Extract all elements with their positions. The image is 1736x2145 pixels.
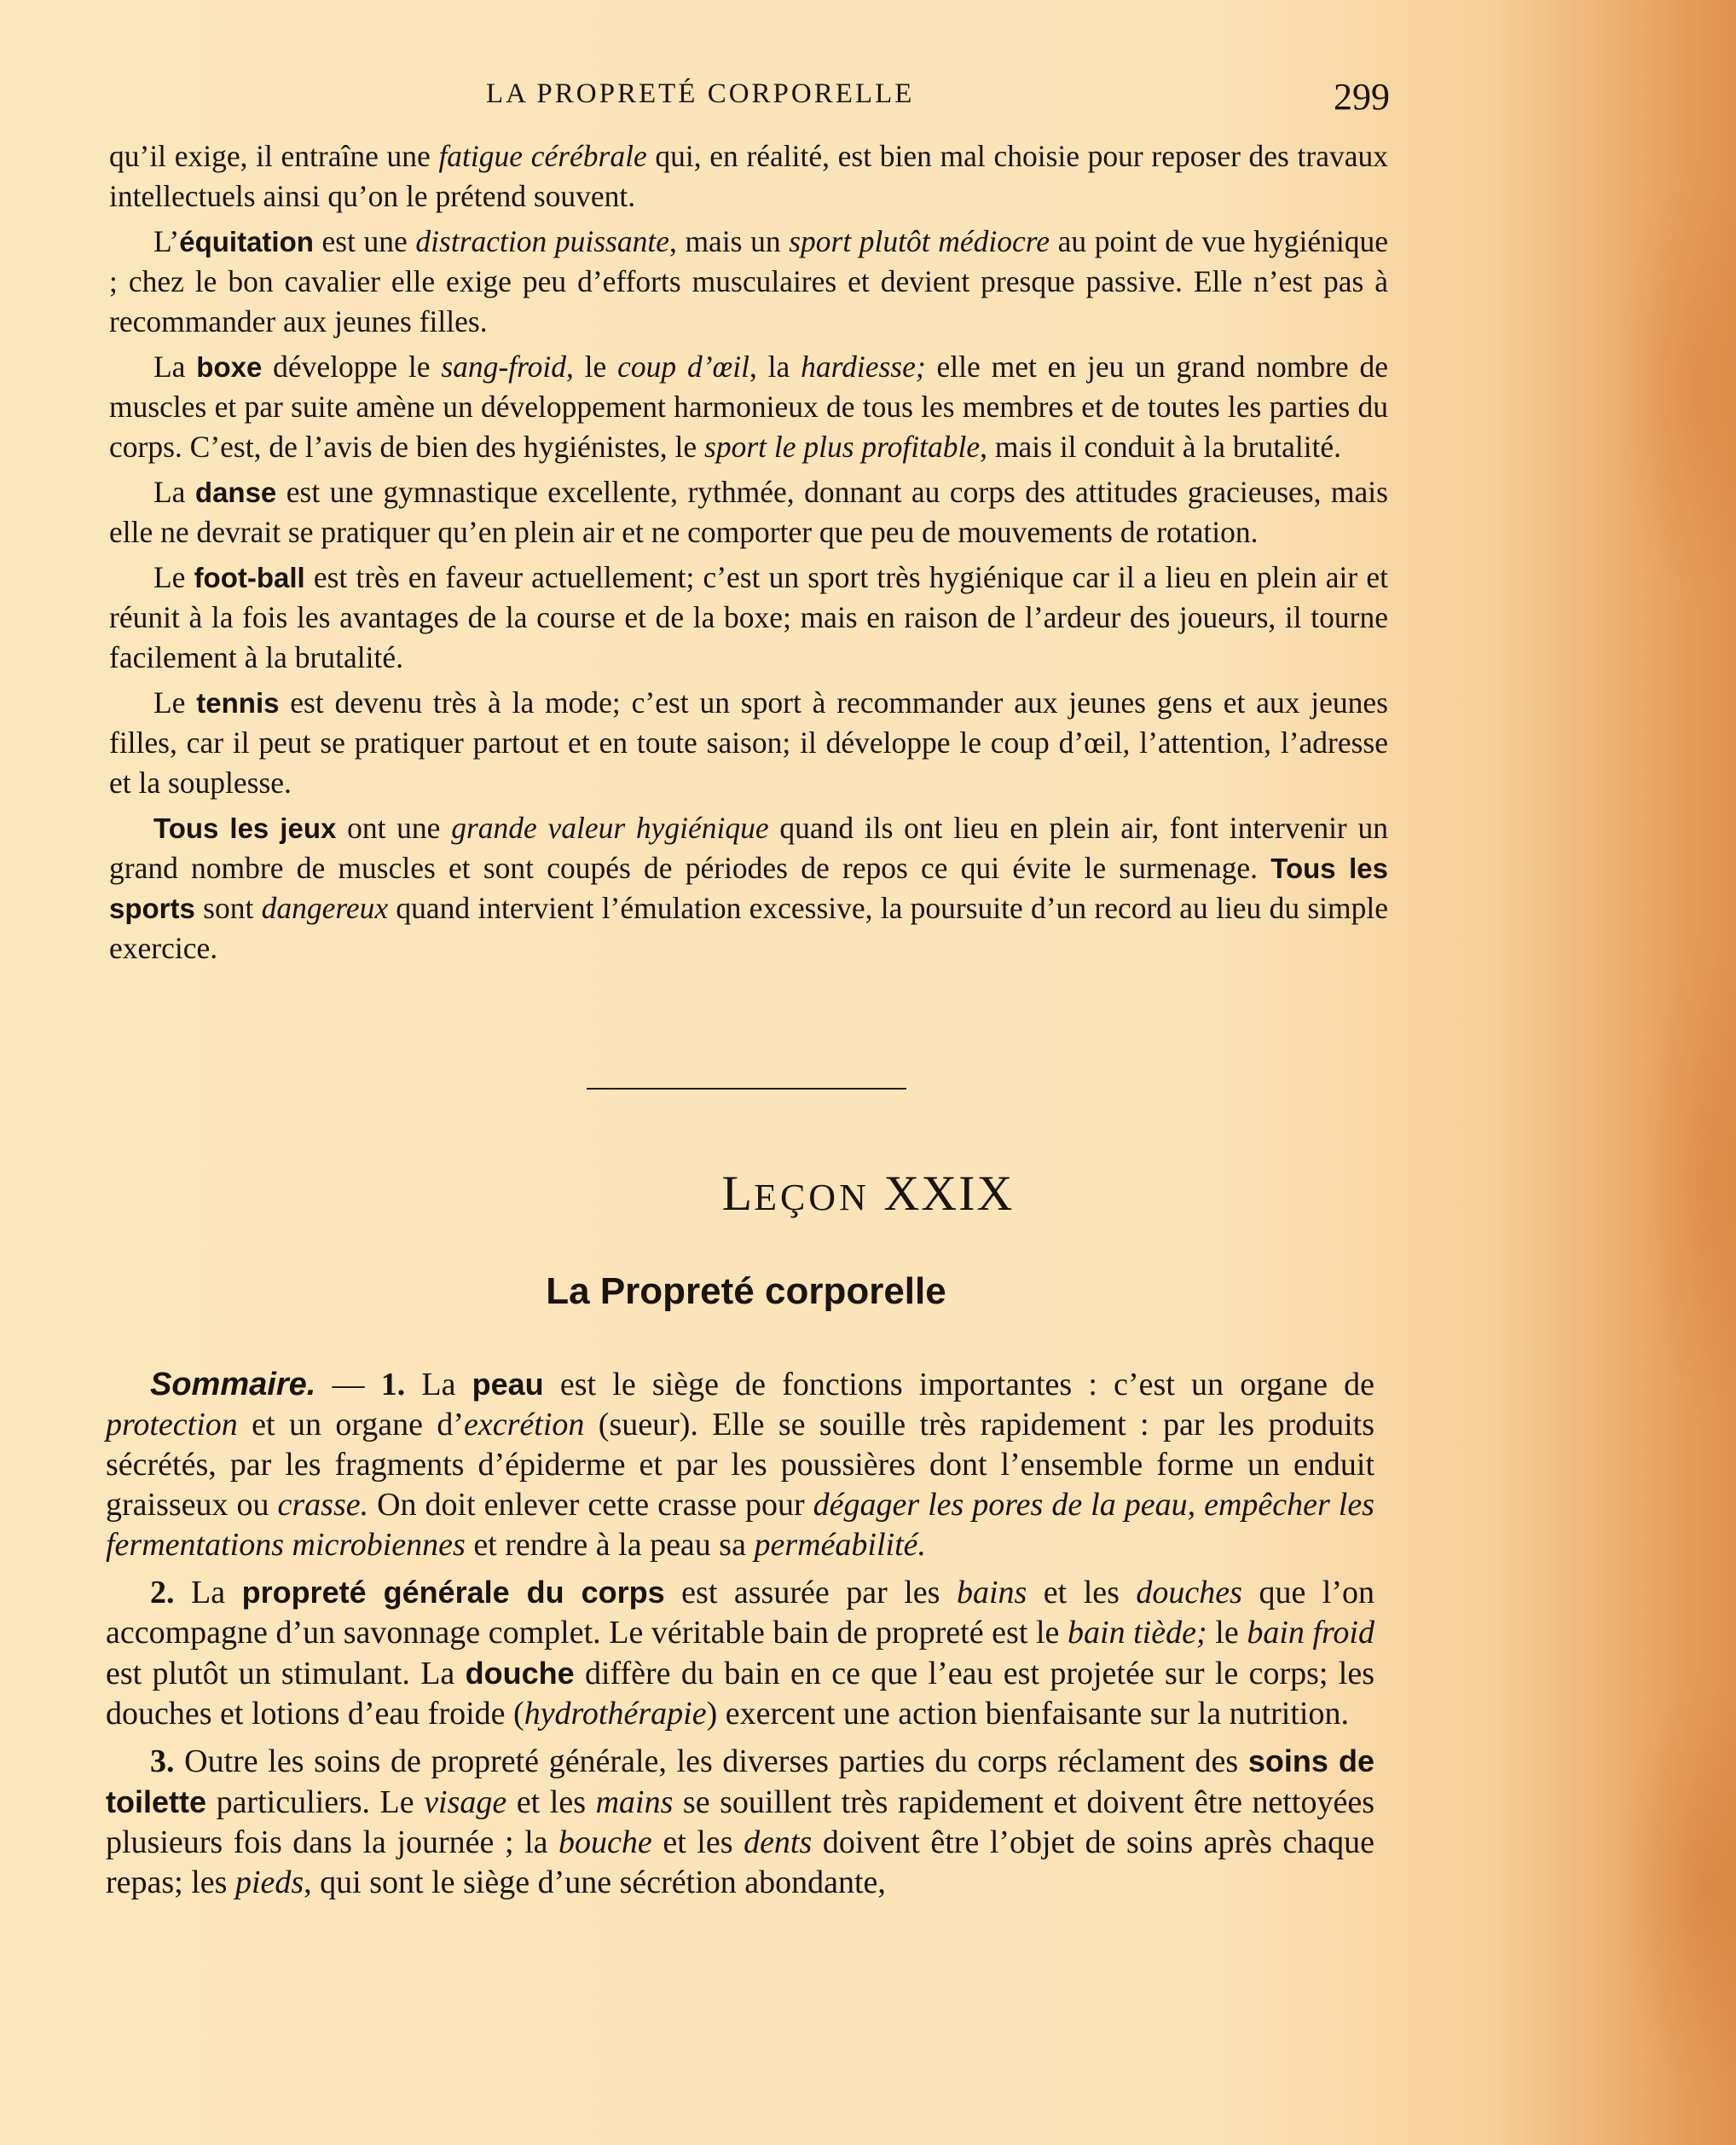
italic-phrase: visage <box>424 1784 507 1820</box>
text-run: ) exercent une action bienfaisante sur la nutrition. <box>706 1696 1349 1732</box>
text-run: La <box>174 1575 242 1610</box>
text-run: La <box>153 475 195 509</box>
italic-phrase: sport le plus profitable <box>704 430 981 464</box>
summary-label: Sommaire. <box>150 1367 316 1402</box>
lesson-word-rest: EÇON <box>754 1177 870 1218</box>
italic-phrase: dents <box>744 1824 813 1860</box>
item-number: 3. <box>150 1743 175 1779</box>
item-number: 2. <box>150 1575 175 1610</box>
text-run: développe le <box>262 350 442 384</box>
text-run: au point de vue hygiénique ; chez le bon cavalier elle exige peu d’efforts musculaires et devient presque passive. Elle n’est pas à recommander aux jeunes filles. <box>109 224 1388 338</box>
italic-phrase: excrétion <box>464 1407 585 1443</box>
text-run: , mais il conduit à la brutalité. <box>980 430 1342 464</box>
summary-paragraph <box>106 1572 1374 1734</box>
italic-phrase: hardiesse; <box>801 350 926 384</box>
italic-phrase: hydrothérapie <box>524 1696 707 1732</box>
running-head <box>111 75 1390 118</box>
bold-term: tennis <box>196 687 280 719</box>
body-paragraph <box>109 558 1388 678</box>
italic-phrase: coup d’œil <box>617 350 749 384</box>
text-run: La <box>153 350 197 384</box>
bold-term: douche <box>465 1656 575 1691</box>
text-run: , la <box>749 350 801 384</box>
body-paragraph <box>109 136 1388 217</box>
italic-phrase: sport plutôt médiocre <box>789 224 1050 258</box>
text-run: On doit enlever cette crasse pour <box>368 1487 813 1523</box>
summary-paragraph <box>106 1364 1374 1565</box>
italic-phrase: sang-froid <box>441 350 566 384</box>
text-run: est assurée par les <box>664 1575 957 1610</box>
italic-phrase: dangereux <box>261 891 389 925</box>
text-run: elle met en jeu un grand nombre de muscles et par suite amène un développement harmonieux de tous les membres et de toutes les parties du corps. C’est, de l’avis de bien des hygiénistes, le <box>109 350 1389 464</box>
text-run: — <box>315 1367 381 1402</box>
page-edge-stain <box>1480 0 1736 2145</box>
lesson-word-initial: L <box>721 1165 755 1221</box>
text-run: qu’il exige, il entraîne une <box>109 139 439 173</box>
text-run: Le <box>153 560 194 594</box>
italic-phrase: mains <box>595 1784 674 1820</box>
text-run: , qui sont le siège d’une sécrétion abondante, <box>304 1865 886 1900</box>
text-run: Le <box>153 685 197 720</box>
italic-phrase: perméabilité. <box>754 1527 927 1563</box>
bold-term: boxe <box>196 351 263 383</box>
text-run: , le <box>565 350 618 384</box>
text-run: diffère du bain en ce que l’eau est projetée sur le corps; les douches et lotions d’eau froide ( <box>106 1656 1374 1732</box>
text-run: est plutôt un stimulant. La <box>106 1656 466 1691</box>
italic-phrase: fatigue cérébrale <box>438 139 647 173</box>
italic-phrase: bouche <box>558 1824 652 1860</box>
summary-block <box>106 1364 1374 1910</box>
text-run: Outre les soins de propreté générale, les diverses parties du corps réclament des <box>174 1743 1248 1779</box>
chapter-title: La Propreté corporelle <box>546 1270 946 1312</box>
italic-phrase: pieds <box>234 1865 304 1900</box>
text-run: particuliers. Le <box>206 1784 425 1820</box>
section-divider <box>587 1088 906 1090</box>
summary-paragraph <box>106 1741 1374 1903</box>
item-number: 1. <box>380 1367 406 1402</box>
italic-phrase: douches <box>1136 1575 1242 1610</box>
text-run: et rendre à la peau sa <box>465 1527 755 1563</box>
body-paragraph <box>109 347 1388 467</box>
text-run: et un organe d’ <box>237 1407 465 1443</box>
italic-phrase: bain froid <box>1247 1615 1374 1651</box>
text-run: doivent être l’objet de soins après chaque repas; les <box>106 1824 1374 1900</box>
body-paragraph <box>109 472 1388 552</box>
text-run: quand ils ont lieu en plein air, font intervenir un grand nombre de muscles et sont coupés de périodes de repos ce qui évite le surmenage. <box>109 811 1388 885</box>
page-number: 299 <box>1334 76 1390 118</box>
bold-term: foot-ball <box>194 562 305 593</box>
lesson-numeral: XXIX <box>883 1165 1015 1221</box>
text-run: est une <box>313 224 416 258</box>
text-run: est devenu très à la mode; c’est un sport à recommander aux jeunes gens et aux jeunes filles, car il peut se pratiquer partout et en toute saison; il développe le coup d’œil, l’attention, l’adresse et la souplesse. <box>109 685 1388 800</box>
italic-phrase: crasse. <box>277 1487 369 1523</box>
bold-term: peau <box>472 1367 544 1402</box>
lesson-heading <box>0 1165 1736 1222</box>
body-paragraph <box>109 222 1388 342</box>
body-paragraph <box>109 683 1388 803</box>
italic-phrase: distraction puissante <box>415 224 669 258</box>
bold-term: soins de toilette <box>106 1743 1374 1819</box>
text-run: (sueur). Elle se souille très rapidement : par les produits sécrétés, par les fragments d’épiderme et par les poussières dont l’ensemble forme un enduit graisseux ou <box>106 1407 1375 1523</box>
bold-term: danse <box>194 477 277 508</box>
text-run: est une gymnastique excellente, rythmée, donnant au corps des attitudes gracieuses, mais elle ne devrait se pratiquer qu’en plein air et ne comporter que peu de mouvements de rotation. <box>109 475 1388 549</box>
text-run: et les <box>506 1784 596 1820</box>
text-run: est très en faveur actuellement; c’est un sport très hygiénique car il a lieu en plein air et réunit à la fois les avantages de la course et de la boxe; mais en raison de l’ardeur des joueurs, il tourne facilement à la brutalité. <box>109 560 1388 674</box>
italic-phrase: bains <box>956 1575 1027 1610</box>
text-run: le <box>1207 1615 1247 1651</box>
text-run: sont <box>194 891 262 925</box>
text-run: et les <box>1027 1575 1137 1610</box>
text-run: quand intervient l’émulation excessive, la poursuite d’un record au lieu du simple exercice. <box>109 891 1388 965</box>
italic-phrase: bain tiède; <box>1068 1615 1207 1651</box>
text-run: La <box>405 1367 472 1402</box>
text-run: que l’on accompagne d’un savonnage complet. Le véritable bain de propreté est le <box>106 1575 1375 1651</box>
running-title: LA PROPRETÉ CORPORELLE <box>486 78 915 109</box>
text-run: et les <box>651 1824 744 1860</box>
bold-term: Tous les sports <box>109 853 1388 924</box>
italic-phrase: dégager les pores de la peau, empêcher les fermentations microbiennes <box>106 1487 1374 1563</box>
body-text <box>109 136 1388 974</box>
text-run: ont une <box>336 811 452 845</box>
bold-term: équitation <box>179 226 314 257</box>
text-run: qui, en réalité, est bien mal choisie pour reposer des travaux intellectuels ainsi qu’on le prétend souvent. <box>109 139 1388 213</box>
text-run: est le siège de fonctions importantes : c’est un organe de <box>543 1367 1374 1402</box>
italic-phrase: grande valeur hygiénique <box>451 811 769 845</box>
body-paragraph <box>109 808 1388 968</box>
text-run: se souillent très rapidement et doivent être nettoyées plusieurs fois dans la journée ; la <box>106 1784 1374 1860</box>
text-run: , mais un <box>668 224 790 258</box>
text-run: L’ <box>153 224 180 258</box>
italic-phrase: protection <box>106 1407 238 1443</box>
bold-term: propreté générale du corps <box>241 1575 665 1610</box>
bold-term: Tous les jeux <box>153 812 337 844</box>
